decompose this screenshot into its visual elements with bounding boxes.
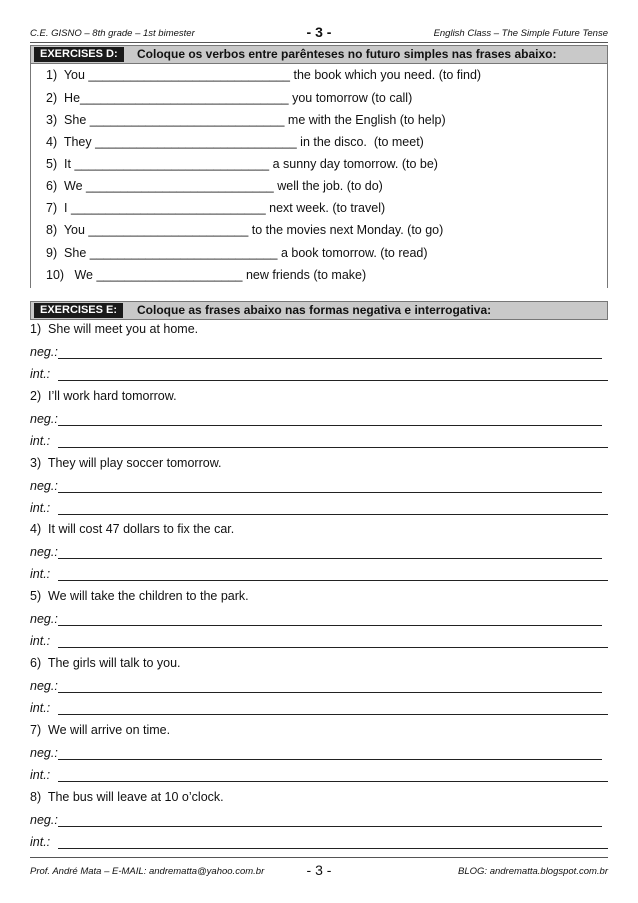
interrogative-answer-line[interactable] xyxy=(58,514,608,515)
interrogative-answer-line[interactable] xyxy=(58,647,608,648)
interrogative-label: int.: xyxy=(30,434,51,448)
negative-label: neg.: xyxy=(30,412,58,426)
negative-label: neg.: xyxy=(30,345,58,359)
interrogative-label: int.: xyxy=(30,701,51,715)
negative-label: neg.: xyxy=(30,746,58,760)
exercise-d-item: 8) You _______________________ to the movies next Monday. (to go) xyxy=(46,223,444,237)
interrogative-label: int.: xyxy=(30,835,51,849)
exercise-e-sentence: 4) It will cost 47 dollars to fix the car. xyxy=(30,522,235,536)
interrogative-label: int.: xyxy=(30,768,51,782)
page-header xyxy=(30,22,608,43)
negative-answer-line[interactable] xyxy=(58,692,602,693)
exercise-d-item: 3) She ____________________________ me with the English (to help) xyxy=(46,113,446,127)
exercise-e-sentence: 5) We will take the children to the park. xyxy=(30,589,249,603)
exercise-d-item: 4) They _____________________________ in the disco. (to meet) xyxy=(46,135,424,149)
negative-label: neg.: xyxy=(30,479,58,493)
header-school: C.E. GISNO – 8th grade – 1st bimester xyxy=(30,28,195,39)
header-class-title: English Class – The Simple Future Tense xyxy=(433,28,608,39)
page-footer xyxy=(30,857,608,888)
footer-author-email: Prof. André Mata – E-MAIL: andrematta@yahoo.com.br xyxy=(30,866,265,877)
exercise-e-sentence: 8) The bus will leave at 10 o’clock. xyxy=(30,790,224,804)
exercise-d-item: 2) He______________________________ you tomorrow (to call) xyxy=(46,91,413,105)
negative-label: neg.: xyxy=(30,612,58,626)
negative-label: neg.: xyxy=(30,679,58,693)
exercise-e-sentence: 7) We will arrive on time. xyxy=(30,723,171,737)
exercise-d-tag: EXERCISES D: xyxy=(34,47,124,62)
negative-answer-line[interactable] xyxy=(58,759,602,760)
exercise-d-item: 10) We _____________________ new friends (to make) xyxy=(46,268,367,282)
negative-answer-line[interactable] xyxy=(58,425,602,426)
interrogative-answer-line[interactable] xyxy=(58,781,608,782)
exercise-e-sentence: 6) The girls will talk to you. xyxy=(30,656,181,670)
exercise-e-header xyxy=(30,301,608,320)
negative-answer-line[interactable] xyxy=(58,558,602,559)
interrogative-label: int.: xyxy=(30,367,51,381)
negative-answer-line[interactable] xyxy=(58,625,602,626)
exercise-e-sentence: 1) She will meet you at home. xyxy=(30,322,199,336)
exercise-e-title: Coloque as frases abaixo nas formas negativa e interrogativa: xyxy=(137,303,492,317)
negative-answer-line[interactable] xyxy=(58,492,602,493)
exercise-e-sentence: 2) I’ll work hard tomorrow. xyxy=(30,389,177,403)
interrogative-answer-line[interactable] xyxy=(58,380,608,381)
interrogative-answer-line[interactable] xyxy=(58,848,608,849)
negative-answer-line[interactable] xyxy=(58,358,602,359)
interrogative-label: int.: xyxy=(30,501,51,515)
header-page-number: - 3 - xyxy=(306,24,332,40)
exercise-d-item: 9) She ___________________________ a book tomorrow. (to read) xyxy=(46,246,428,260)
negative-label: neg.: xyxy=(30,545,58,559)
negative-label: neg.: xyxy=(30,813,58,827)
exercise-d-item: 1) You _____________________________ the book which you need. (to find) xyxy=(46,68,482,82)
interrogative-label: int.: xyxy=(30,567,51,581)
interrogative-answer-line[interactable] xyxy=(58,447,608,448)
exercise-e-tag: EXERCISES E: xyxy=(34,303,123,318)
interrogative-answer-line[interactable] xyxy=(58,580,608,581)
exercise-d-title: Coloque os verbos entre parênteses no futuro simples nas frases abaixo: xyxy=(137,47,557,61)
interrogative-label: int.: xyxy=(30,634,51,648)
exercise-d-item: 6) We ___________________________ well the job. (to do) xyxy=(46,179,383,193)
footer-blog: BLOG: andrematta.blogspot.com.br xyxy=(458,866,608,877)
exercise-d-item: 7) I ____________________________ next week. (to travel) xyxy=(46,201,386,215)
exercise-d-item: 5) It ____________________________ a sunny day tomorrow. (to be) xyxy=(46,157,438,171)
footer-page-number: - 3 - xyxy=(306,862,332,878)
negative-answer-line[interactable] xyxy=(58,826,602,827)
exercise-e-sentence: 3) They will play soccer tomorrow. xyxy=(30,456,222,470)
interrogative-answer-line[interactable] xyxy=(58,714,608,715)
